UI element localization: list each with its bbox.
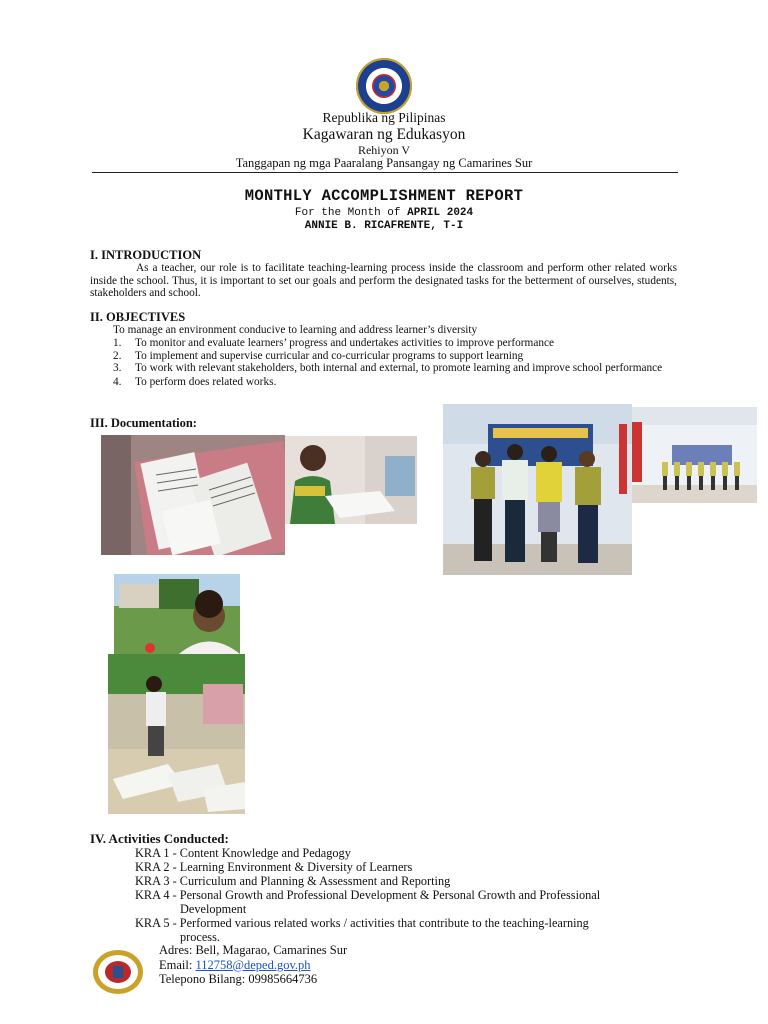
- list-item: KRA 1 - Content Knowledge and Pedagogy: [135, 846, 351, 860]
- photo-selfie-outdoors-image: [114, 574, 240, 654]
- photo-classroom-table: [108, 654, 245, 814]
- photo-selfie-outdoors: [114, 574, 240, 654]
- photo-group-four: [443, 404, 632, 575]
- list-item-continuation: Development: [180, 902, 247, 916]
- footer-address: Adres: Bell, Magarao, Camarines Sur: [159, 943, 348, 957]
- objectives-list: [113, 337, 677, 388]
- list-item: 4. To perform does related works.: [113, 375, 277, 388]
- deped-seal-logo: [356, 58, 412, 114]
- photo-teacher-writing-image: [285, 436, 417, 524]
- header-department: Kagawaran ng Edukasyon: [302, 126, 466, 143]
- report-month-line: [0, 207, 768, 219]
- header-region: Rehiyon V: [357, 143, 411, 157]
- photo-group-wide-image: [632, 407, 757, 503]
- intro-heading: I. INTRODUCTION: [90, 248, 202, 262]
- photo-paperwork-image: [101, 435, 285, 555]
- list-item: KRA 2 - Learning Environment & Diversity of Learners: [135, 860, 413, 874]
- documentation-heading: III. Documentation:: [90, 416, 197, 430]
- photo-classroom-table-image: [108, 654, 245, 814]
- report-title: MONTHLY ACCOMPLISHMENT REPORT: [244, 187, 524, 205]
- objectives-heading: II. OBJECTIVES: [90, 310, 186, 324]
- header-divider: [92, 172, 678, 173]
- list-item-continuation: process.: [180, 930, 220, 944]
- objectives-lead: To manage an environment conducive to learning and address learner’s diversity: [113, 324, 478, 336]
- footer-email-link[interactable]: 112758@deped.gov.ph: [195, 957, 311, 972]
- list-item: KRA 4 - Personal Growth and Professional Development & Personal Growth and Professional: [135, 888, 601, 902]
- school-seal-logo: [92, 949, 144, 995]
- list-item: KRA 3 - Curriculum and Planning & Assessment and Reporting: [135, 874, 451, 888]
- school-seal-image: [92, 949, 144, 995]
- header-republic: Republika ng Pilipinas: [322, 110, 446, 125]
- intro-paragraph: As a teacher, our role is to facilitate teaching-learning process inside the classroom and perform other related works inside the school. Thus, it is important to set our goals and perform the designated tasks for the betterment of ourselves, students, stakeholders and school.: [90, 262, 677, 300]
- photo-paperwork: [101, 435, 285, 555]
- activities-list: [135, 846, 695, 944]
- footer-phone: Telepono Bilang: 09985664736: [159, 972, 318, 986]
- photo-group-four-image: [443, 404, 632, 575]
- header-division-office: Tanggapan ng mga Paaralang Pansangay ng Camarines Sur: [235, 156, 533, 170]
- footer-contact: [159, 943, 347, 987]
- photo-group-wide: [632, 407, 757, 503]
- photo-teacher-writing: [285, 436, 417, 524]
- footer-email-label: Email:: [159, 957, 193, 972]
- list-item: 2. To implement and supervise curricular and co-curricular programs to support learning: [113, 349, 524, 362]
- report-month: APRIL 2024: [407, 207, 474, 219]
- list-item: 1. To monitor and evaluate learners’ progress and undertakes activities to improve performance: [113, 337, 555, 349]
- list-item: 3. To work with relevant stakeholders, both internal and external, to promote learning and improve school performance: [113, 362, 663, 375]
- activities-heading: IV. Activities Conducted:: [90, 831, 229, 846]
- report-teacher-name: ANNIE B. RICAFRENTE, T-I: [304, 220, 464, 232]
- list-item: KRA 5 - Performed various related works / activities that contribute to the teaching-learning: [135, 916, 589, 930]
- footer-email-line: [159, 958, 347, 973]
- report-month-prefix: For the Month of: [294, 207, 401, 219]
